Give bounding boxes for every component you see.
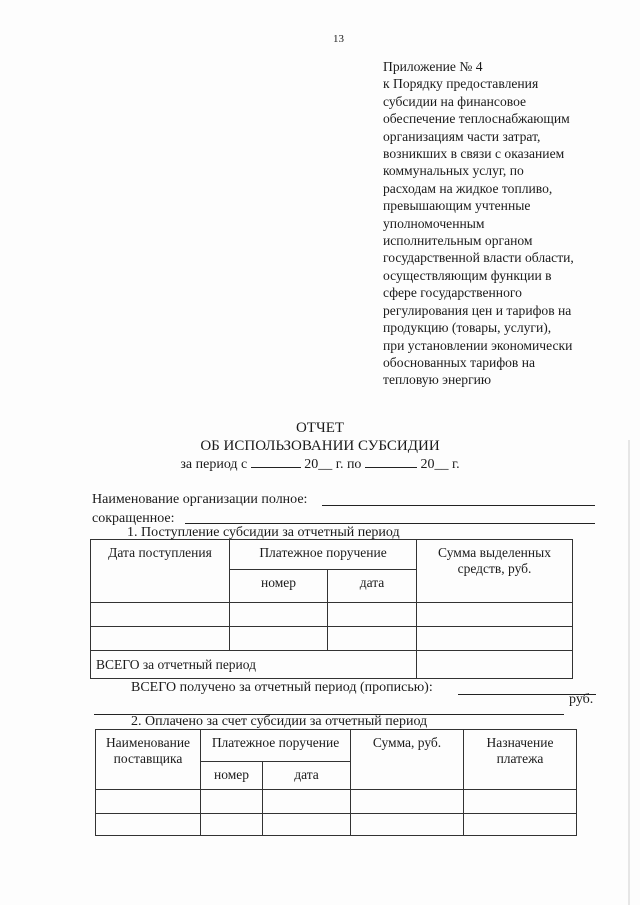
appendix-line: осуществляющим функции в <box>383 267 552 283</box>
appendix-line: продукцию (товары, услуги), <box>383 320 552 336</box>
table-cell[interactable] <box>464 790 577 814</box>
period-prefix: за период с <box>180 457 248 472</box>
table-cell[interactable] <box>201 814 263 836</box>
table-cell[interactable] <box>91 627 230 651</box>
header-allocated-amount: Сумма выделенных средств, руб. <box>417 540 573 603</box>
table-cell[interactable] <box>464 814 577 836</box>
header-amount: Сумма, руб. <box>351 730 464 790</box>
total-row <box>91 651 573 679</box>
appendix-line: обоснованных тарифов на <box>383 354 536 370</box>
header-order-date: дата <box>328 570 417 603</box>
header-receipt-date: Дата поступления <box>91 540 230 603</box>
appendix-line: к Порядку предоставления <box>383 76 539 92</box>
period-end-blank[interactable] <box>365 467 417 468</box>
appendix-line: превышающим учтенные <box>383 198 531 214</box>
appendix-block <box>383 58 613 389</box>
header-purpose: Назначение платежа <box>464 730 577 790</box>
appendix-line: организациям части затрат, <box>383 128 541 144</box>
table-cell[interactable] <box>263 790 351 814</box>
header-payment-order: Платежное поручение <box>230 540 417 570</box>
receipts-table <box>90 539 573 679</box>
table-cell[interactable] <box>328 603 417 627</box>
appendix-line: обеспечение теплоснабжающим <box>383 111 570 127</box>
table-cell[interactable] <box>230 603 328 627</box>
period-start-blank[interactable] <box>251 467 301 468</box>
table-cell[interactable] <box>91 603 230 627</box>
total-label: ВСЕГО за отчетный период <box>91 651 417 679</box>
table-cell[interactable] <box>417 627 573 651</box>
section2-title: 2. Оплачено за счет субсидии за отчетный период <box>131 714 428 729</box>
payments-table <box>95 729 577 836</box>
table-cell[interactable] <box>351 814 464 836</box>
header-order-date: дата <box>263 762 351 790</box>
appendix-line: субсидии на финансовое <box>383 93 527 109</box>
report-period <box>0 457 640 473</box>
table-cell[interactable] <box>230 627 328 651</box>
org-short-name-label: сокращенное: <box>92 511 175 526</box>
rub-unit: руб. <box>569 692 594 707</box>
section1-title: 1. Поступление субсидии за отчетный период <box>127 525 400 540</box>
table-row <box>96 814 577 836</box>
org-full-name-label: Наименование организации полное: <box>92 492 308 507</box>
table-cell[interactable] <box>263 814 351 836</box>
table-cell[interactable] <box>201 790 263 814</box>
appendix-line: при установлении экономически <box>383 337 573 353</box>
appendix-line: исполнительным органом <box>383 233 533 249</box>
table-cell[interactable] <box>328 627 417 651</box>
scan-edge <box>628 440 630 905</box>
appendix-line: тепловую энергию <box>383 372 492 388</box>
total-received-label: ВСЕГО получено за отчетный период (прописью): <box>131 680 433 695</box>
appendix-line: уполномоченным <box>383 215 485 231</box>
table-row <box>96 790 577 814</box>
period-year1: 20__ г. по <box>304 457 362 472</box>
period-year2: 20__ г. <box>420 457 460 472</box>
appendix-line: государственной власти области, <box>383 250 574 266</box>
appendix-line: сфере государственного <box>383 285 522 301</box>
table-cell[interactable] <box>96 814 201 836</box>
table-cell[interactable] <box>417 603 573 627</box>
report-title: ОТЧЕТ <box>295 420 345 436</box>
table-row <box>91 627 573 651</box>
appendix-line: коммунальных услуг, по <box>383 163 524 179</box>
total-amount-cell[interactable] <box>417 651 573 679</box>
page-number: 13 <box>333 33 344 45</box>
header-supplier: Наименование поставщика <box>96 730 201 790</box>
appendix-line: возникших в связи с оказанием <box>383 146 565 162</box>
appendix-line: регулирования цен и тарифов на <box>383 302 572 318</box>
org-full-name-field[interactable] <box>322 505 595 506</box>
org-short-name-field[interactable] <box>185 523 595 524</box>
table-cell[interactable] <box>96 790 201 814</box>
header-payment-order: Платежное поручение <box>201 730 351 762</box>
report-subtitle: ОБ ИСПОЛЬЗОВАНИИ СУБСИДИИ <box>200 438 440 454</box>
appendix-line: расходам на жидкое топливо, <box>383 180 553 196</box>
header-order-number: номер <box>201 762 263 790</box>
header-order-number: номер <box>230 570 328 603</box>
table-row <box>91 603 573 627</box>
appendix-line: Приложение № 4 <box>383 59 483 74</box>
table-cell[interactable] <box>351 790 464 814</box>
